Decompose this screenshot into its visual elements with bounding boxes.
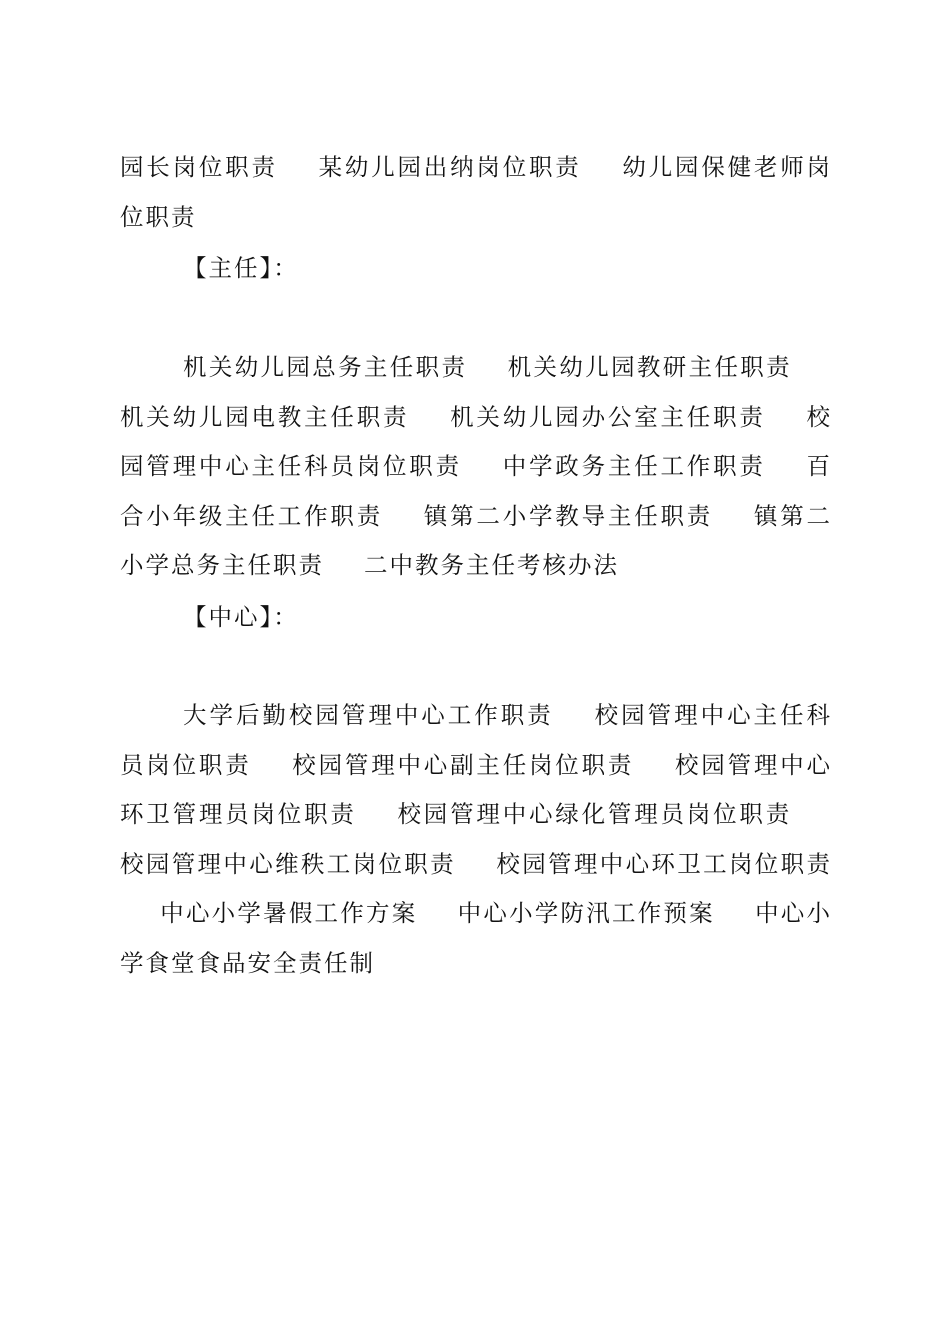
list-item: 中心小学食堂食品安全责任制 bbox=[120, 899, 833, 977]
list-item: 镇第二小学总务主任职责 bbox=[120, 501, 833, 579]
list-item: 机关幼儿园电教主任职责 bbox=[120, 402, 410, 431]
list-item: 中心小学暑假工作方案 bbox=[160, 899, 418, 927]
list-item: 校园管理中心主任科员岗位职责 bbox=[120, 701, 833, 779]
list-item: 机关幼儿园办公室主任职责 bbox=[449, 402, 766, 431]
list-item: 大学后勤校园管理中心工作职责 bbox=[183, 701, 554, 729]
list-item: 镇第二小学教导主任职责 bbox=[423, 501, 714, 530]
list-item: 校园管理中心环卫管理员岗位职责 bbox=[120, 750, 833, 828]
list-item: 中心小学防汛工作预案 bbox=[457, 899, 715, 927]
list-item: 中学政务主任工作职责 bbox=[501, 452, 766, 480]
list-item: 校园管理中心维秩工岗位职责 bbox=[120, 849, 456, 878]
section-list-center bbox=[120, 691, 832, 988]
section-list-director bbox=[120, 343, 832, 591]
list-item: 校园管理中心主任科员岗位职责 bbox=[120, 402, 833, 480]
list-item: 校园管理中心环卫工岗位职责 bbox=[496, 849, 832, 878]
section-heading-center: 【中心】： bbox=[183, 603, 299, 631]
intro-item: 幼儿园保健老师岗位职责 bbox=[120, 153, 833, 231]
section-heading-director: 【主任】： bbox=[183, 254, 299, 282]
list-item: 二中教务主任考核办法 bbox=[364, 551, 619, 579]
list-item: 校园管理中心绿化管理员岗位职责 bbox=[396, 800, 793, 828]
list-item: 机关幼儿园总务主任职责 bbox=[183, 353, 468, 381]
list-item: 百合小年级主任工作职责 bbox=[120, 452, 833, 530]
intro-item: 某幼儿园出纳岗位职责 bbox=[317, 153, 582, 181]
list-item: 机关幼儿园教研主任职责 bbox=[507, 353, 793, 381]
intro-paragraph bbox=[120, 143, 832, 242]
list-item: 校园管理中心副主任岗位职责 bbox=[291, 750, 635, 779]
intro-item: 园长岗位职责 bbox=[120, 153, 278, 181]
